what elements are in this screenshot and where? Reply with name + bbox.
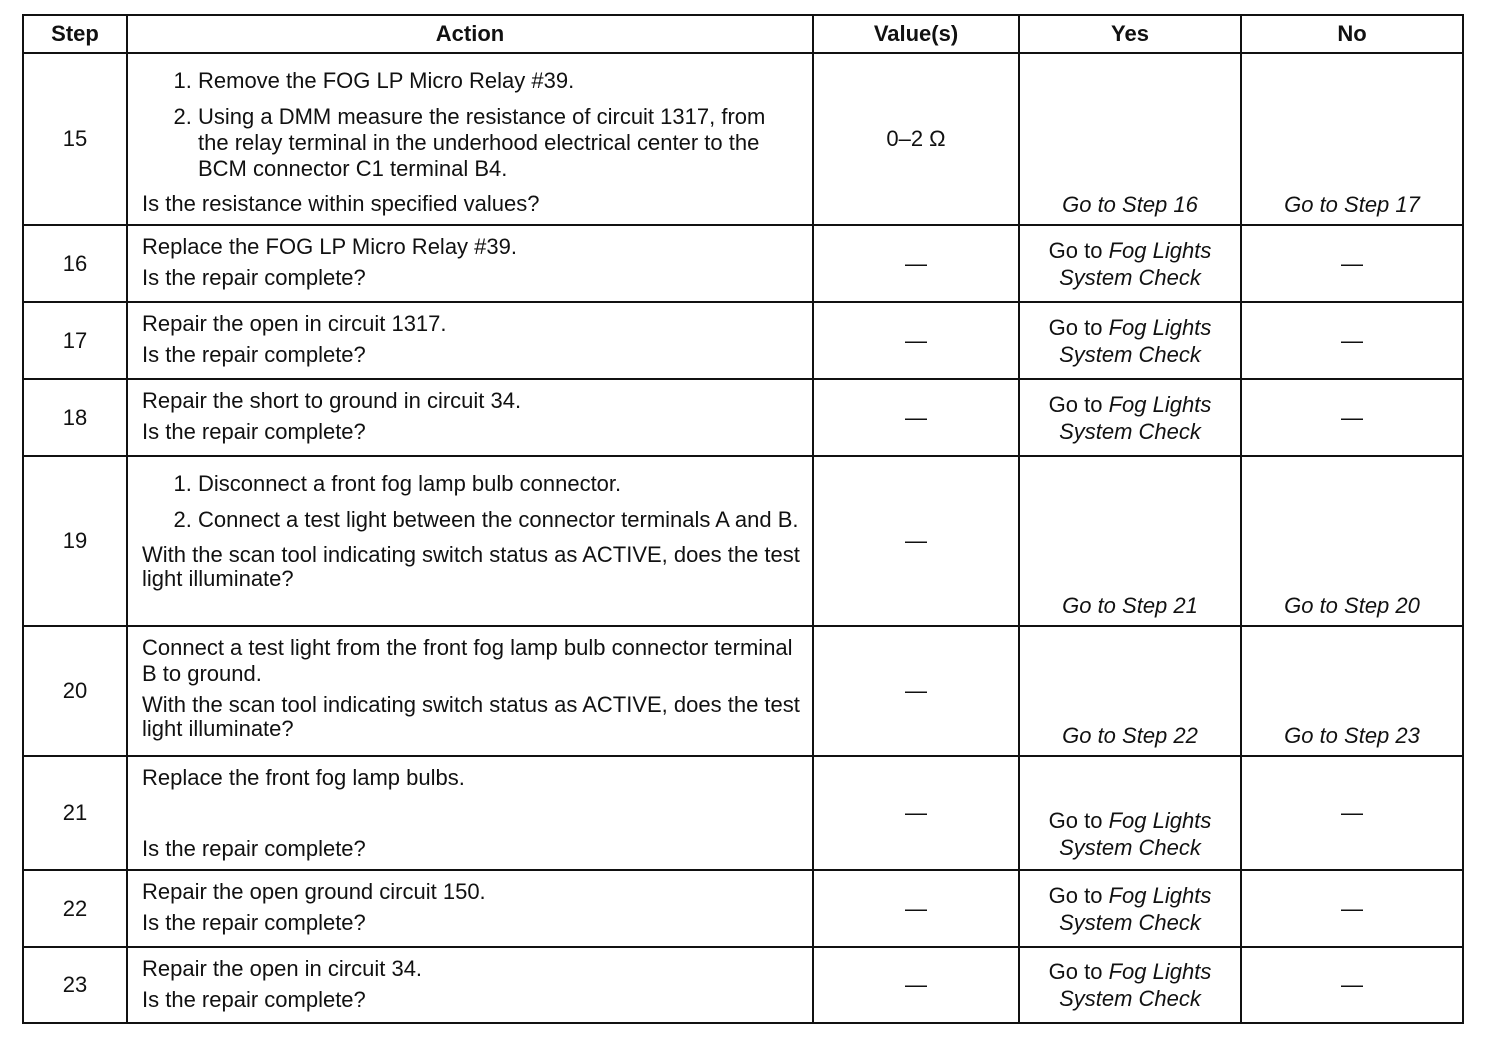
value-cell: — xyxy=(813,947,1019,1023)
no-cell[interactable]: Go to Step 17 xyxy=(1241,53,1463,225)
no-cell: — xyxy=(1241,947,1463,1023)
action-cell xyxy=(127,756,813,870)
action-text: Connect a test light from the front fog lamp bulb connector terminal B to ground. xyxy=(142,635,793,686)
no-cell[interactable]: Go to Step 23 xyxy=(1241,626,1463,756)
action-text: Repair the open in circuit 1317. xyxy=(142,311,447,336)
yes-prefix: Go to xyxy=(1048,314,1103,340)
action-cell xyxy=(127,302,813,379)
action-item: 2. Using a DMM measure the resistance of circuit 1317, from the relay terminal in the underhood electrical center to the BCM connector C1 terminal B4. xyxy=(198,104,800,182)
step-number: 18 xyxy=(23,379,127,456)
yes-cell[interactable]: Go to Step 22 xyxy=(1019,626,1241,756)
header-yes: Yes xyxy=(1019,15,1241,53)
value-cell: — xyxy=(813,626,1019,756)
diagnostic-table xyxy=(22,14,1464,1024)
yes-link[interactable]: Fog Lights System Check xyxy=(1059,959,1212,1011)
action-question: With the scan tool indicating switch status as ACTIVE, does the test light illuminate? xyxy=(142,692,800,741)
no-cell: — xyxy=(1241,302,1463,379)
yes-cell[interactable] xyxy=(1019,870,1241,947)
header-step: Step xyxy=(23,15,127,53)
yes-cell[interactable] xyxy=(1019,379,1241,456)
action-question: With the scan tool indicating switch status as ACTIVE, does the test light illuminate? xyxy=(142,542,800,591)
action-question: Is the repair complete? xyxy=(142,265,366,290)
table-row xyxy=(23,947,1463,1023)
value-cell: — xyxy=(813,379,1019,456)
diagnostic-table-container xyxy=(22,14,1462,1024)
no-cell: — xyxy=(1241,870,1463,947)
action-cell xyxy=(127,870,813,947)
yes-link[interactable]: Fog Lights System Check xyxy=(1059,808,1212,860)
value-cell: — xyxy=(813,456,1019,626)
table-row xyxy=(23,225,1463,302)
action-cell xyxy=(127,225,813,302)
no-cell: — xyxy=(1241,379,1463,456)
action-question: Is the repair complete? xyxy=(142,419,366,444)
action-text: Replace the front fog lamp bulbs. xyxy=(142,765,465,790)
yes-prefix: Go to xyxy=(1048,237,1103,263)
header-values: Value(s) xyxy=(813,15,1019,53)
action-list xyxy=(142,471,800,533)
action-text: Replace the FOG LP Micro Relay #39. xyxy=(142,234,517,259)
no-cell: — xyxy=(1241,225,1463,302)
action-question: Is the repair complete? xyxy=(142,987,366,1012)
step-number: 17 xyxy=(23,302,127,379)
header-row xyxy=(23,15,1463,53)
table-row xyxy=(23,756,1463,870)
yes-cell[interactable] xyxy=(1019,756,1241,870)
action-cell xyxy=(127,947,813,1023)
yes-cell[interactable] xyxy=(1019,225,1241,302)
yes-cell[interactable]: Go to Step 21 xyxy=(1019,456,1241,626)
step-number: 20 xyxy=(23,626,127,756)
header-no: No xyxy=(1241,15,1463,53)
yes-link[interactable]: Fog Lights System Check xyxy=(1059,237,1212,290)
action-cell xyxy=(127,379,813,456)
no-cell[interactable]: Go to Step 20 xyxy=(1241,456,1463,626)
value-cell: — xyxy=(813,870,1019,947)
yes-prefix: Go to xyxy=(1048,882,1103,908)
value-cell: — xyxy=(813,302,1019,379)
yes-cell[interactable]: Go to Step 16 xyxy=(1019,53,1241,225)
value-cell: — xyxy=(813,756,1019,870)
action-question: Is the repair complete? xyxy=(142,836,366,861)
value-cell: 0–2 Ω xyxy=(813,53,1019,225)
action-list xyxy=(142,68,800,182)
yes-link[interactable]: Fog Lights System Check xyxy=(1059,314,1212,367)
step-number: 19 xyxy=(23,456,127,626)
action-text: Repair the short to ground in circuit 34. xyxy=(142,388,522,413)
yes-prefix: Go to xyxy=(1048,959,1103,984)
action-question: Is the resistance within specified values? xyxy=(142,191,540,216)
step-number: 23 xyxy=(23,947,127,1023)
table-row xyxy=(23,870,1463,947)
action-question: Is the repair complete? xyxy=(142,910,366,935)
yes-prefix: Go to xyxy=(1048,808,1103,833)
action-question: Is the repair complete? xyxy=(142,342,366,367)
yes-link[interactable]: Fog Lights System Check xyxy=(1059,882,1212,935)
step-number: 21 xyxy=(23,756,127,870)
spacer xyxy=(142,791,800,831)
action-text: Repair the open in circuit 34. xyxy=(142,956,423,981)
value-cell: — xyxy=(813,225,1019,302)
yes-cell[interactable] xyxy=(1019,302,1241,379)
table-row xyxy=(23,53,1463,225)
action-item: 1. Disconnect a front fog lamp bulb connector. xyxy=(198,471,800,497)
yes-prefix: Go to xyxy=(1048,391,1103,417)
table-row xyxy=(23,302,1463,379)
step-number: 15 xyxy=(23,53,127,225)
header-action: Action xyxy=(127,15,813,53)
action-item: 2. Connect a test light between the connector terminals A and B. xyxy=(198,507,800,533)
step-number: 16 xyxy=(23,225,127,302)
action-cell xyxy=(127,626,813,756)
action-item: 1. Remove the FOG LP Micro Relay #39. xyxy=(198,68,800,94)
table-row xyxy=(23,456,1463,626)
action-cell xyxy=(127,456,813,626)
yes-link[interactable]: Fog Lights System Check xyxy=(1059,391,1212,444)
action-text: Repair the open ground circuit 150. xyxy=(142,879,486,904)
table-row xyxy=(23,379,1463,456)
yes-cell[interactable] xyxy=(1019,947,1241,1023)
action-cell xyxy=(127,53,813,225)
no-cell: — xyxy=(1241,756,1463,870)
table-row xyxy=(23,626,1463,756)
step-number: 22 xyxy=(23,870,127,947)
